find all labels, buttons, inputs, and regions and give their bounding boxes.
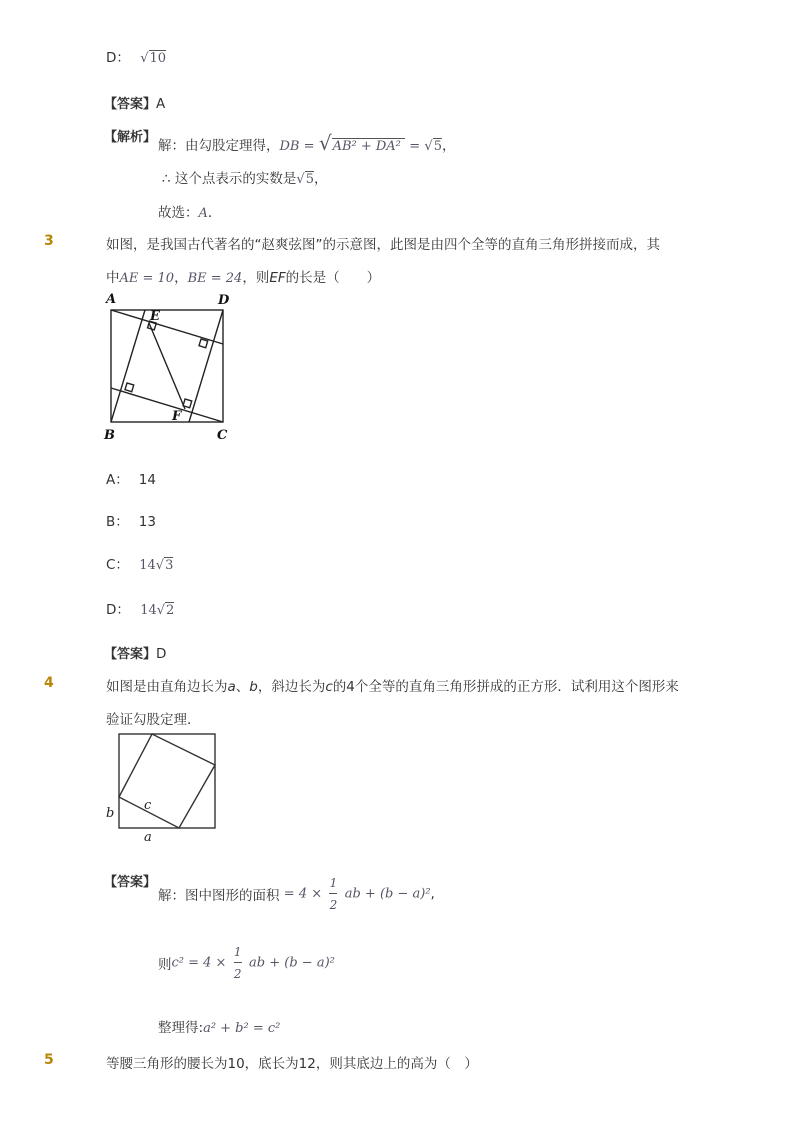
q4-stem-line1: 如图是由直角边长为a、b，斜边长为c的4个全等的直角三角形拼成的正方形．试利用这个图形来 <box>106 679 679 695</box>
inner-square <box>119 734 215 828</box>
label-d: D <box>218 293 230 308</box>
label-b: b <box>106 806 115 821</box>
answer-value: A <box>156 96 166 112</box>
prev-option-d <box>106 46 166 66</box>
prev-answer <box>104 93 165 112</box>
question-number: 5 <box>44 1052 54 1068</box>
label-c: C <box>217 428 228 443</box>
q4-stem-line2: 验证勾股定理． <box>106 712 201 728</box>
label-f: F <box>172 409 182 424</box>
right-angle-mark <box>199 339 208 348</box>
question-number: 3 <box>44 233 54 249</box>
q3-answer: 【答案】D <box>104 646 167 662</box>
label-b: B <box>104 428 115 443</box>
q3-option-a[interactable]: A： 14 <box>106 472 156 488</box>
right-angle-mark <box>183 399 192 408</box>
line-cb <box>111 388 223 422</box>
q4-solution-line1: 解：图中图形的面积 = 4 × $\frac{1}{2}$ ab + (b − a)², <box>158 873 435 915</box>
prev-analysis-line3: 故选：A． <box>158 205 222 221</box>
option-label: D： <box>106 50 130 66</box>
label-e: E <box>150 309 160 324</box>
line-ba <box>111 310 145 422</box>
line-ef <box>149 323 185 409</box>
line-dc <box>189 310 223 422</box>
right-angle-mark <box>125 383 134 392</box>
q3-option-d[interactable]: D： 14√2 <box>106 602 175 618</box>
fraction: $\frac{1}{2}$ <box>233 945 242 981</box>
zhao-shuang-figure <box>100 288 240 443</box>
q4-answer-tag: 【答案】 <box>104 875 157 890</box>
option-value: √10 <box>140 51 167 66</box>
label-a: A <box>106 292 117 307</box>
fraction: $\frac{1}{2}$ <box>329 876 338 912</box>
prev-analysis-tag: 【解析】 <box>104 130 157 145</box>
line-ad <box>111 310 223 344</box>
q3-stem-line2: 中AE = 10，BE = 24，则EF的长是（ ） <box>106 270 381 286</box>
pythagoras-square-figure <box>100 728 220 843</box>
prev-analysis-line1: 解：由勾股定理得，DB = √AB² + DA² = √5， <box>158 131 456 155</box>
q4-solution-line2: 则c² = 4 × $\frac{1}{2}$ ab + (b − a)² <box>158 942 335 984</box>
q4-solution-line3: 整理得:a² + b² = c² <box>158 1020 281 1036</box>
label-a: a <box>144 830 152 843</box>
question-number: 4 <box>44 675 54 691</box>
prev-analysis-line2: ∴ 这个点表示的实数是√5， <box>162 171 328 187</box>
q3-option-b[interactable]: B： 13 <box>106 514 156 530</box>
label-c: c <box>144 798 152 813</box>
answer-tag: 【答案】 <box>104 97 157 112</box>
outer-square <box>119 734 215 828</box>
q3-option-c[interactable]: C： 14√3 <box>106 557 174 573</box>
q3-stem-line1: 如图，是我国古代著名的“赵爽弦图”的示意图，此图是由四个全等的直角三角形拼接而成，其 <box>106 237 660 253</box>
q5-stem: 等腰三角形的腰长为10，底长为12，则其底边上的高为（ ） <box>106 1056 478 1072</box>
